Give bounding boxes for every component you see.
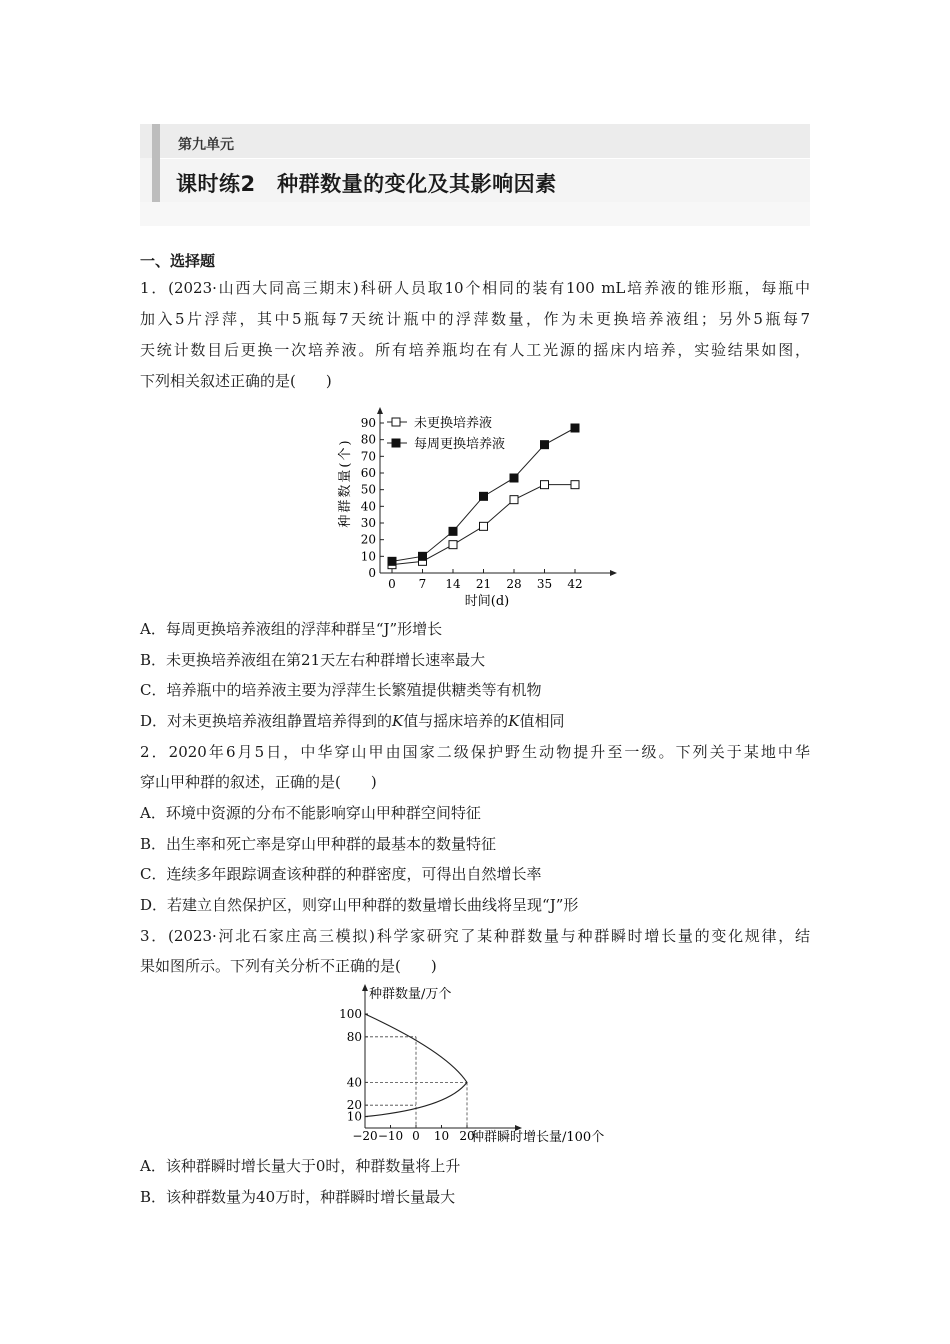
y-tick-label: 0 — [368, 566, 376, 580]
y-tick-label: 10 — [346, 1109, 362, 1124]
y-tick-label: 80 — [346, 1029, 362, 1044]
x-axis-label: 种群瞬时增长量/100个 — [471, 1130, 605, 1145]
q3-line-1: 3．(2023·河北石家庄高三模拟)科学家研究了某种群数量与种群瞬时增长量的变化规律，结 — [140, 927, 810, 945]
legend-marker — [392, 418, 400, 426]
q1-line-2: 加入5片浮萍，其中5瓶每7天统计瓶中的浮萍数量，作为未更换培养液组；另外5瓶每7 — [140, 310, 810, 328]
k-symbol-1: K — [392, 712, 404, 730]
unit-header — [140, 124, 810, 234]
growth-curve — [365, 1014, 467, 1117]
filled-square-point — [388, 557, 396, 565]
x-tick-label: 28 — [506, 577, 522, 591]
unit-label: 第九单元 — [178, 137, 234, 153]
filled-square-point — [449, 527, 457, 535]
y-tick-label: 80 — [360, 432, 376, 447]
y-tick-label: 100 — [339, 1007, 362, 1021]
filled-square-point — [419, 552, 427, 560]
y-tick-label: 40 — [360, 499, 376, 514]
q2-option-c: C．连续多年跟踪调查该种群的种群密度，可得出自然增长率 — [140, 865, 542, 883]
q1-line-3: 天统计数目后更换一次培养液。所有培养瓶均在有人工光源的摇床内培养，实验结果如图， — [140, 341, 810, 359]
x-tick-label: 20 — [459, 1129, 475, 1143]
q1-option-b: B．未更换培养液组在第21天左右种群增长速率最大 — [140, 651, 486, 669]
q3-option-b: B．该种群数量为40万时，种群瞬时增长量最大 — [140, 1188, 456, 1206]
open-square-point — [541, 481, 549, 489]
q1-option-d-pre: D．对未更换培养液组静置培养得到的 — [140, 712, 393, 730]
x-tick-label: 35 — [536, 577, 553, 591]
x-tick-label: −10 — [377, 1129, 404, 1143]
legend-label: 每周更换培养液 — [414, 437, 506, 452]
q2-line-1: 2．2020年6月5日，中华穿山甲由国家二级保护野生动物提升至一级。下列关于某地中华 — [140, 743, 810, 761]
q1-line-1: 1．(2023·山西大同高三期末)科研人员取10个相同的装有100 mL培养液的锥形瓶，每瓶中 — [140, 279, 810, 297]
x-tick-label: 42 — [567, 577, 583, 591]
header-band — [140, 124, 810, 158]
legend-label: 未更换培养液 — [414, 416, 493, 431]
y-tick-label: 20 — [360, 532, 376, 547]
open-square-point — [571, 481, 579, 489]
filled-square-point — [510, 474, 518, 482]
filled-square-point — [541, 441, 549, 449]
y-axis-label: 种群数量(个) — [338, 438, 353, 528]
y-axis-arrow — [377, 407, 383, 414]
open-square-point — [480, 522, 488, 530]
y-tick-label: 30 — [360, 516, 376, 530]
header-divider — [160, 158, 810, 159]
k-symbol-2: K — [508, 712, 520, 730]
x-tick-label: 14 — [445, 577, 461, 591]
x-tick-label: −20 — [352, 1129, 378, 1143]
q1-option-c: C．培养瓶中的培养液主要为浮萍生长繁殖提供糖类等有机物 — [140, 681, 542, 699]
q1-option-a: A．每周更换培养液组的浮萍种群呈“J”形增长 — [140, 620, 443, 638]
header-shadow — [140, 202, 810, 226]
x-tick-label: 0 — [412, 1129, 420, 1143]
q3-chart — [335, 983, 625, 1148]
q2-option-a: A．环境中资源的分布不能影响穿山甲种群空间特征 — [140, 804, 481, 822]
y-tick-label: 60 — [360, 466, 376, 480]
y-tick-label: 40 — [346, 1075, 362, 1090]
x-axis-label: 时间(d) — [464, 594, 510, 609]
open-square-point — [510, 496, 518, 504]
y-tick-label: 20 — [346, 1098, 362, 1113]
x-tick-label: 7 — [418, 577, 427, 591]
header-accent-bar — [152, 124, 160, 202]
y-tick-label: 70 — [360, 449, 376, 464]
filled-square-point — [571, 424, 579, 432]
y-tick-label: 90 — [360, 416, 376, 430]
q1-option-d-mid: 值与摇床培养的 — [403, 712, 509, 730]
x-tick-label: 21 — [475, 577, 492, 591]
lesson-title: 课时练2 种群数量的变化及其影响因素 — [176, 172, 557, 196]
q2-option-d: D．若建立自然保护区，则穿山甲种群的数量增长曲线将呈现“J”形 — [140, 896, 579, 914]
q1-chart — [335, 405, 625, 610]
q2-option-b: B．出生率和死亡率是穿山甲种群的最基本的数量特征 — [140, 835, 497, 853]
section-title: 一、选择题 — [140, 252, 216, 270]
y-axis-label: 种群数量/万个 — [369, 987, 452, 1002]
y-tick-label: 50 — [360, 482, 376, 497]
open-square-point — [449, 541, 457, 549]
legend-marker — [392, 439, 400, 447]
q1-line-4: 下列相关叙述正确的是( ) — [140, 372, 332, 390]
y-axis-arrow — [362, 984, 368, 991]
q2-line-2: 穿山甲种群的叙述，正确的是( ) — [140, 773, 377, 791]
filled-square-point — [480, 492, 488, 500]
q3-option-a: A．该种群瞬时增长量大于0时，种群数量将上升 — [140, 1157, 461, 1175]
q3-line-2: 果如图所示。下列有关分析不正确的是( ) — [140, 957, 437, 975]
x-tick-label: 0 — [388, 577, 396, 591]
y-tick-label: 10 — [360, 549, 376, 564]
x-axis-arrow — [610, 570, 617, 576]
x-tick-label: 10 — [433, 1129, 450, 1143]
q1-option-d — [140, 711, 565, 731]
q1-option-d-post: 值相同 — [519, 712, 565, 730]
